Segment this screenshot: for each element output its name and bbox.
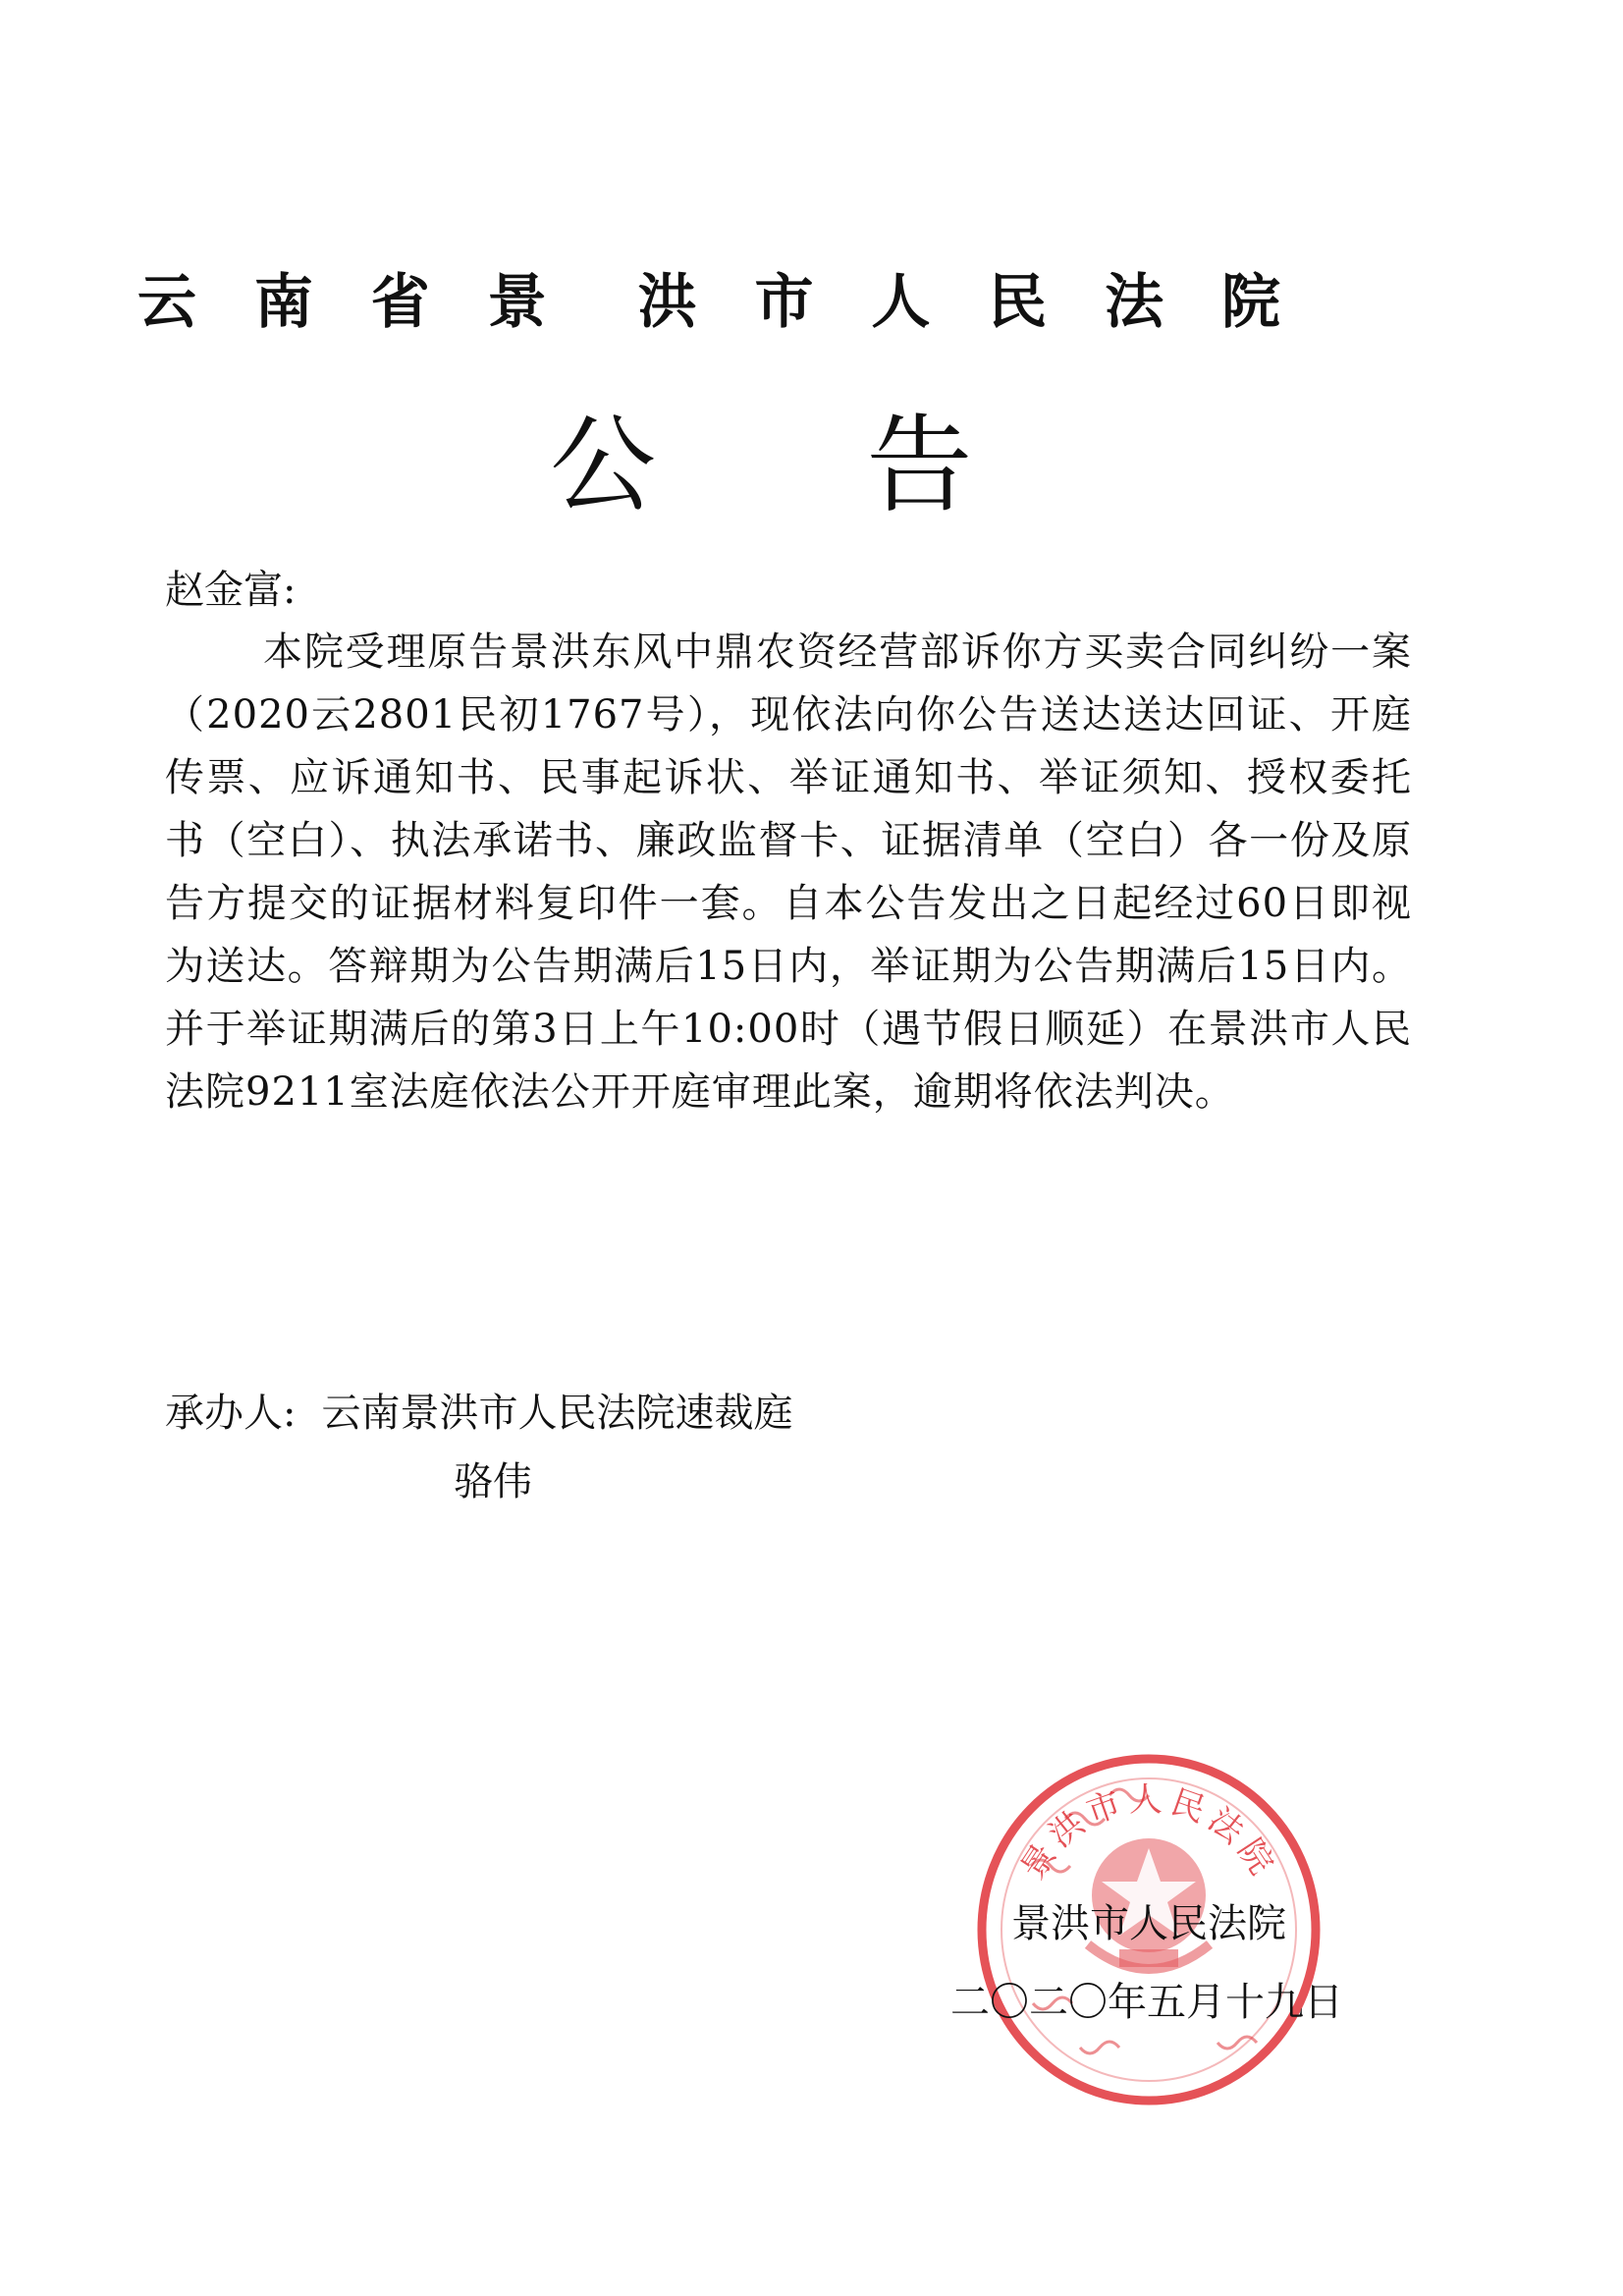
notice-body: 本院受理原告景洪东风中鼎农资经营部诉你方买卖合同纠纷一案（2020云2801民初1767号），现依法向你公告送达送达回证、开庭传票、应诉通知书、民事起诉状、举证通知书、举证须知、授权委托书（空白）、执法承诺书、廉政监督卡、证据清单（空白）各一份及原告方提交的证据材料复印件一套。自本公告发出之日起经过60日即视为送达。答辩期为公告期满后15日内，举证期为公告期满后15日内。并于举证期满后的第3日上午10:00时（遇节假日顺延）在景洪市人民法院9211室法庭依法公开开庭审理此案，逾期将依法判决。 — [165, 629, 1412, 1115]
court-name-char: 民 — [988, 268, 1048, 337]
court-name-char: 人 — [871, 268, 931, 337]
notice-title-char: 告 — [866, 405, 973, 527]
handler-line — [165, 1385, 792, 1442]
addressee: 赵金富: — [165, 568, 297, 613]
notice-title-char: 公 — [550, 405, 657, 527]
court-name-char: 省 — [370, 268, 430, 337]
issuing-court: 景洪市人民法院 — [1011, 1901, 1286, 1946]
court-name-char: 市 — [754, 268, 814, 337]
court-name-heading — [137, 263, 1394, 342]
handler-name: 骆伟 — [454, 1459, 532, 1504]
court-name-char: 法 — [1105, 268, 1164, 337]
svg-text:景洪市人民法院: 景洪市人民法院 — [1013, 1780, 1284, 1887]
handler-unit: 云南景洪市人民法院速裁庭 — [321, 1391, 793, 1436]
court-name-char: 云 — [137, 268, 196, 337]
issue-date: 二〇二〇年五月十九日 — [950, 1980, 1343, 2025]
notice-title — [550, 403, 1139, 530]
handler-label: 承办人: — [165, 1391, 297, 1436]
court-name-char: 洪 — [637, 268, 697, 337]
court-name-char: 景 — [487, 268, 547, 337]
court-name-char: 院 — [1221, 268, 1281, 337]
court-name-char: 南 — [253, 268, 313, 337]
